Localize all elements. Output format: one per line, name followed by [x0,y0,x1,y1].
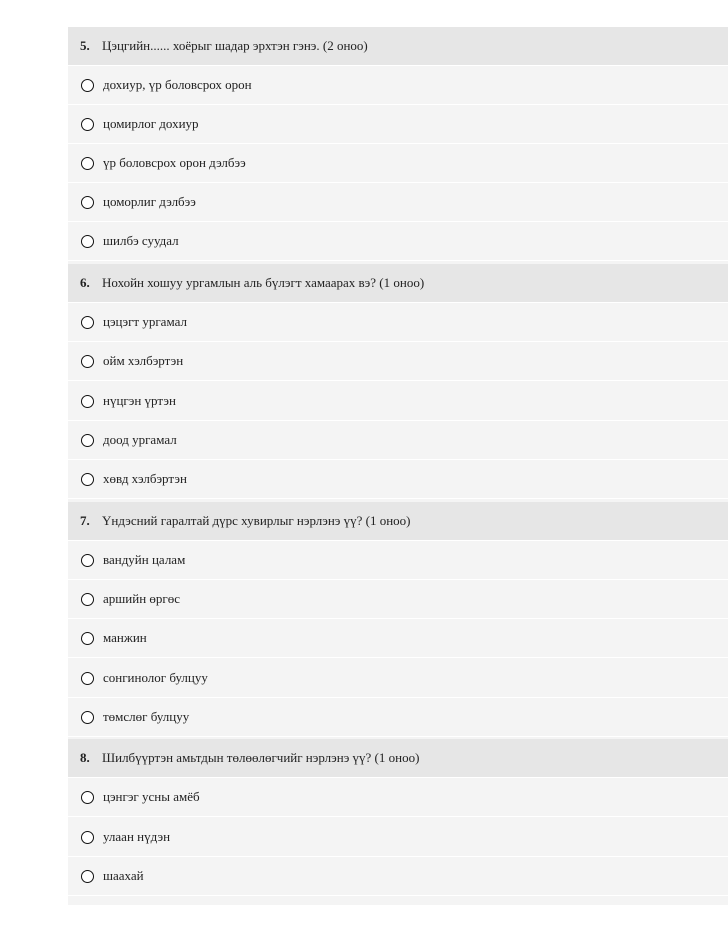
option-row[interactable] [68,698,728,737]
question-text: Шилбүүртэн амьтдын төлөөлөгчийг нэрлэнэ үү? (1 оноо) [102,750,420,765]
radio-button[interactable] [81,831,94,844]
option-label[interactable]: цомирлог дохиур [103,116,199,131]
option-row[interactable] [68,659,728,698]
question-text: Цэцгийн...... хоёрыг шадар эрхтэн гэнэ. (2 оноо) [102,38,368,53]
option-row[interactable] [68,421,728,460]
question-number: 7. [80,513,90,528]
option-label[interactable]: ойм хэлбэртэн [103,353,184,368]
question-row [68,264,728,303]
option-label[interactable]: манжин [103,630,147,645]
radio-button[interactable] [81,196,94,209]
option-label[interactable]: вандуйн цалам [103,552,186,567]
option-label[interactable]: цоморлиг дэлбээ [103,194,196,209]
radio-button[interactable] [81,79,94,92]
option-row[interactable] [68,818,728,857]
question-number: 6. [80,275,90,290]
option-row[interactable] [68,183,728,222]
question-number: 5. [80,38,90,53]
question-row [68,502,728,541]
radio-button[interactable] [81,473,94,486]
option-row[interactable] [68,342,728,381]
option-label[interactable]: шаахай [103,868,144,883]
option-row[interactable] [68,857,728,896]
option-row[interactable] [68,778,728,817]
radio-button[interactable] [81,434,94,447]
option-row[interactable] [68,222,728,261]
option-label[interactable]: цэцэгт ургамал [103,314,187,329]
option-row[interactable] [68,619,728,658]
option-label[interactable]: нүцгэн үртэн [103,393,176,408]
option-label[interactable]: шилбэ суудал [103,233,179,248]
option-row[interactable] [68,105,728,144]
radio-button[interactable] [81,355,94,368]
radio-button[interactable] [81,554,94,567]
radio-button[interactable] [81,672,94,685]
radio-button[interactable] [81,593,94,606]
question-text: Нохойн хошуу ургамлын аль бүлэгт хамаарах вэ? (1 оноо) [102,275,425,290]
radio-button[interactable] [81,316,94,329]
question-row [68,27,728,66]
option-label[interactable]: төмслөг булцуу [103,709,190,724]
radio-button[interactable] [81,870,94,883]
radio-button[interactable] [81,395,94,408]
option-row[interactable] [68,382,728,421]
option-row[interactable] [68,303,728,342]
option-label[interactable]: сонгинолог булцуу [103,670,208,685]
radio-button[interactable] [81,118,94,131]
radio-button[interactable] [81,791,94,804]
option-label[interactable]: доод ургамал [103,432,177,447]
option-row[interactable] [68,541,728,580]
question-row [68,739,728,778]
option-row[interactable] [68,460,728,499]
option-row[interactable] [68,66,728,105]
option-label[interactable]: аршийн өргөс [103,591,181,606]
radio-button[interactable] [81,157,94,170]
option-label[interactable]: үр боловсрох орон дэлбээ [103,155,246,170]
option-label[interactable]: хөвд хэлбэртэн [103,471,187,486]
option-label[interactable]: цэнгэг усны амёб [103,789,200,804]
radio-button[interactable] [81,632,94,645]
radio-button[interactable] [81,711,94,724]
option-label[interactable]: улаан нүдэн [103,829,171,844]
question-text: Үндэсний гаралтай дүрс хувирлыг нэрлэнэ үү? (1 оноо) [102,513,411,528]
question-number: 8. [80,750,90,765]
radio-button[interactable] [81,235,94,248]
option-label[interactable]: дохиур, үр боловсрох орон [103,77,252,92]
option-row[interactable] [68,580,728,619]
option-row[interactable] [68,144,728,183]
